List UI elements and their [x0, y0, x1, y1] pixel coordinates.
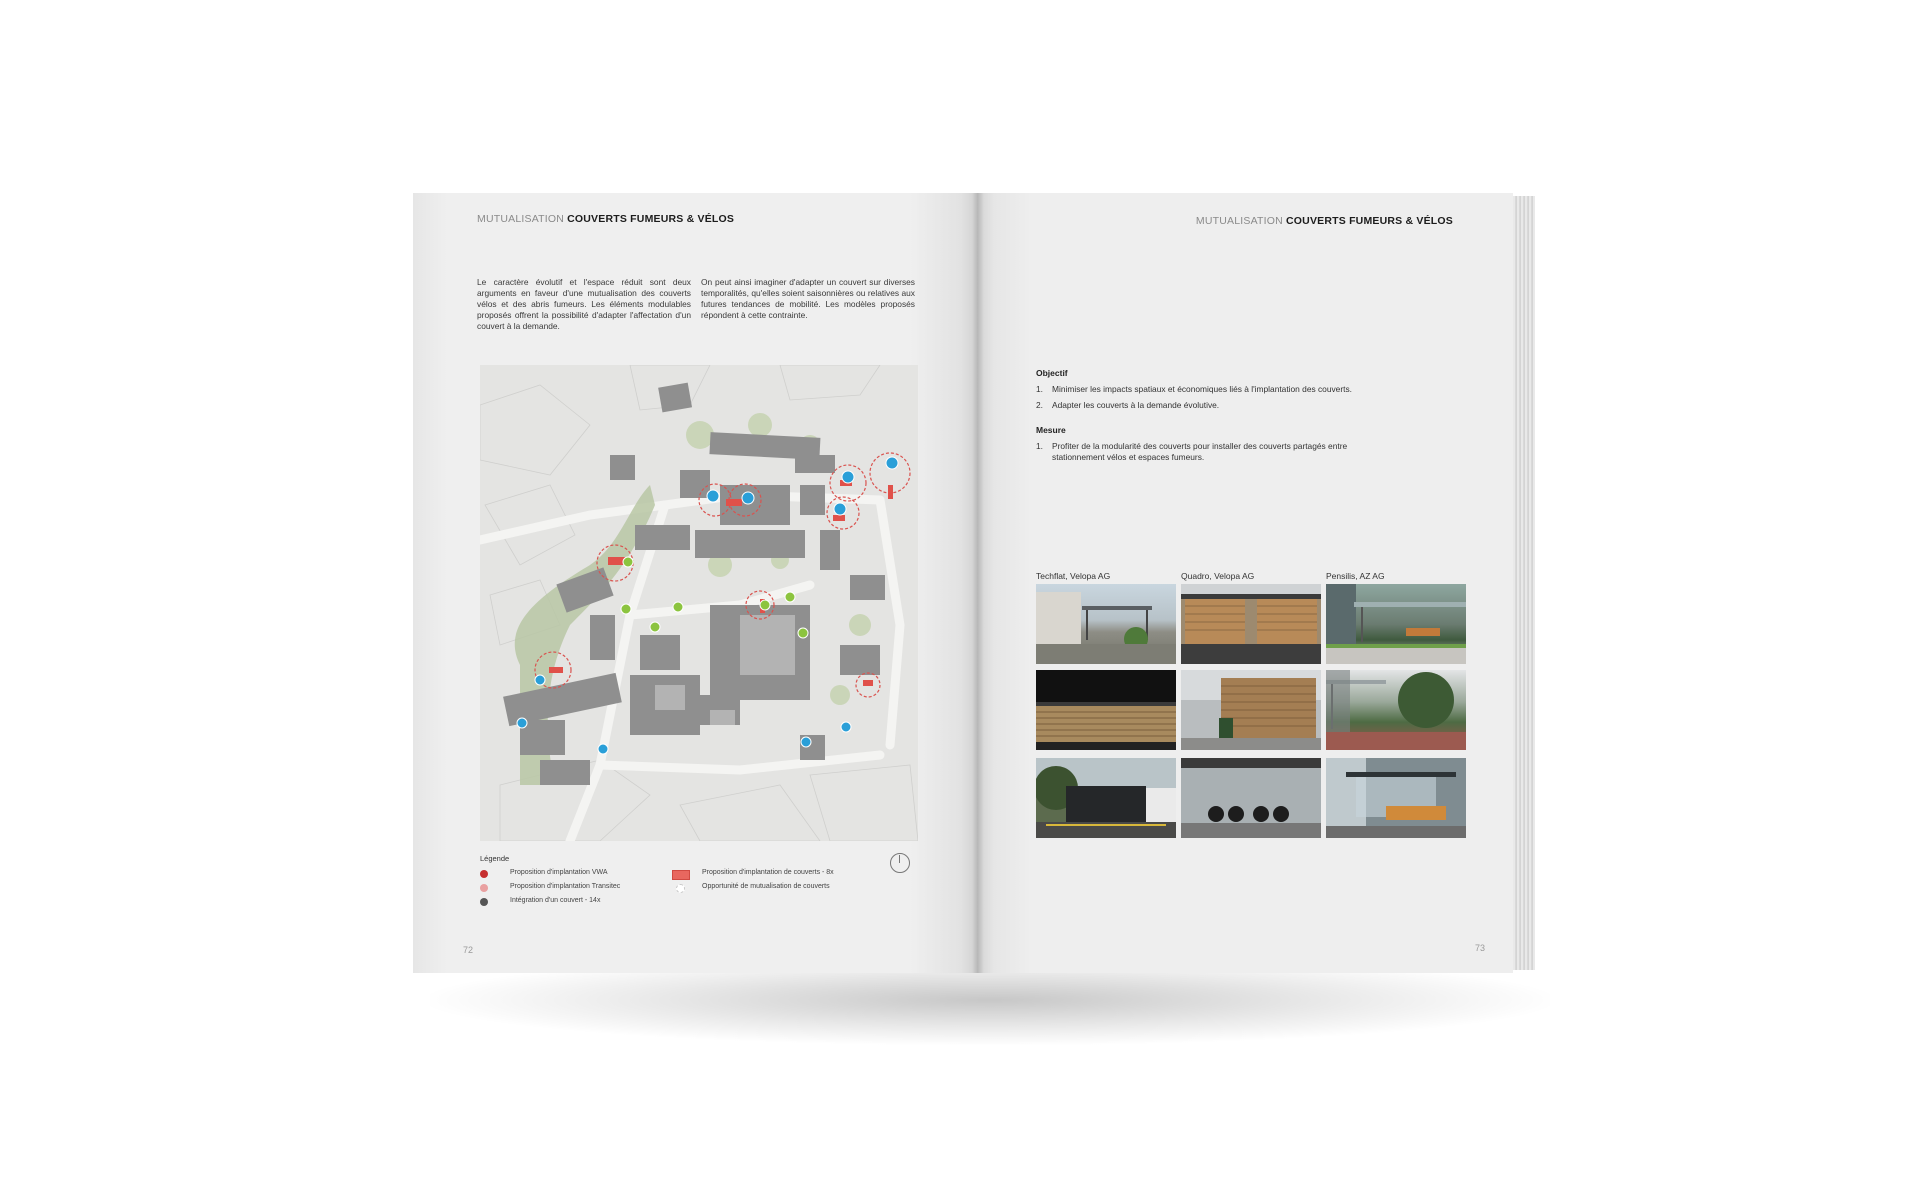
list-number: 1. — [1036, 384, 1043, 394]
book-spine — [972, 193, 984, 973]
legend-dot-icon — [480, 884, 488, 892]
list-text: Adapter les couverts à la demande évolutive. — [1052, 400, 1220, 410]
running-head-title: COUVERTS FUMEURS & VÉLOS — [1286, 215, 1453, 227]
photo-caption-quadro: Quadro, Velopa AG — [1181, 571, 1255, 581]
photo-quadro-3 — [1181, 758, 1321, 838]
legend-label: Proposition d'implantation VWA — [510, 869, 608, 876]
list-number: 1. — [1036, 441, 1043, 451]
left-page — [413, 193, 978, 973]
north-arrow-icon — [890, 853, 910, 873]
list-number: 2. — [1036, 400, 1043, 410]
photo-pensilis-3 — [1326, 758, 1466, 838]
right-page — [978, 193, 1513, 973]
photo-caption-pensilis: Pensilis, AZ AG — [1326, 571, 1385, 581]
intro-column-1: Le caractère évolutif et l'espace réduit sont deux arguments en faveur d'une mutualisation des couverts vélos et des abris fumeurs. Les éléments modulables proposés offrent la possibilité d'adapter l'affectation d'un couvert à la demande. — [477, 277, 691, 331]
left-running-head — [477, 213, 734, 225]
legend-label: Opportunité de mutualisation de couverts — [702, 883, 830, 890]
photo-pensilis-1 — [1326, 584, 1466, 664]
running-head-section: MUTUALISATION — [1195, 215, 1283, 227]
photo-techflat-1 — [1036, 584, 1176, 664]
legend-label: Proposition d'implantation de couverts - 8x — [702, 869, 834, 876]
page-number: 73 — [1475, 943, 1486, 953]
photo-caption-techflat: Techflat, Velopa AG — [1036, 571, 1111, 581]
page-edges — [1513, 196, 1535, 970]
page-number: 72 — [463, 945, 474, 955]
legend-title: Légende — [480, 854, 510, 863]
legend-dot-icon — [480, 898, 488, 906]
site-plan-map — [480, 365, 918, 841]
list-text: Profiter de la modularité des couverts pour installer des couverts partagés entre stationnement vélos et espaces fumeurs. — [1052, 441, 1348, 462]
photo-techflat-2 — [1036, 670, 1176, 750]
running-head-section: MUTUALISATION — [477, 213, 564, 225]
photo-quadro-2 — [1181, 670, 1321, 750]
legend-rect-icon — [672, 870, 690, 880]
intro-column-2: On peut ainsi imaginer d'adapter un couvert sur diverses temporalités, qu'elles soient saisonnières ou relatives aux futures tendances de mobilité. Les modèles proposés répondent à cette contrainte. — [701, 277, 915, 320]
objectif-title: Objectif — [1036, 368, 1068, 378]
legend-label: Proposition d'implantation Transitec — [510, 883, 621, 890]
mesure-title: Mesure — [1036, 425, 1066, 435]
legend-circle-icon — [676, 884, 685, 893]
right-running-head — [1196, 215, 1453, 227]
photo-pensilis-2 — [1326, 670, 1466, 750]
legend-dot-icon — [480, 870, 488, 878]
photo-quadro-1 — [1181, 584, 1321, 664]
legend-label: Intégration d'un couvert - 14x — [510, 897, 601, 904]
running-head-title: COUVERTS FUMEURS & VÉLOS — [567, 213, 735, 225]
photo-techflat-3 — [1036, 758, 1176, 838]
list-text: Minimiser les impacts spatiaux et économiques liés à l'implantation des couverts. — [1052, 384, 1352, 394]
